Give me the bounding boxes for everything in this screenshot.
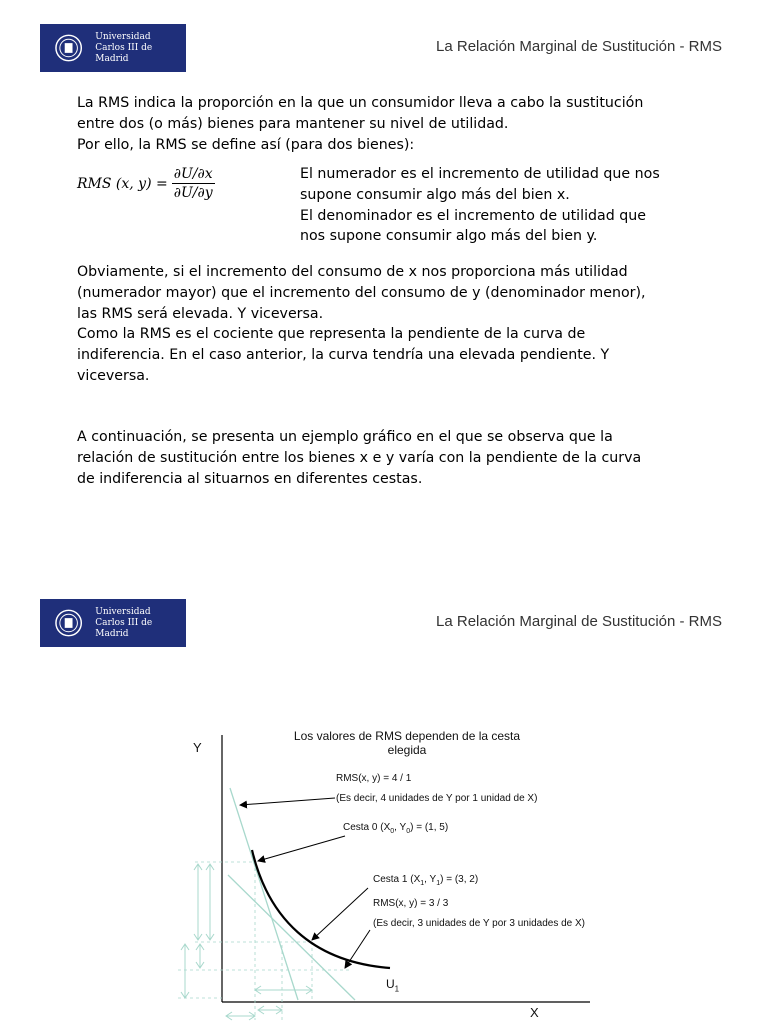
cesta1-mid: , Y bbox=[424, 874, 437, 885]
tangent-line-cesta1 bbox=[228, 875, 355, 1000]
dashed-guides bbox=[178, 862, 352, 1020]
slide-title: La Relación Marginal de Sustitución - RMS bbox=[436, 38, 722, 55]
rms1-label: RMS(x, y) = 3 / 3 bbox=[373, 898, 449, 909]
text-line: (numerador mayor) que el incremento del consumo de y (denominador menor), bbox=[77, 284, 646, 301]
example-intro-paragraph bbox=[77, 427, 641, 489]
slide-title: La Relación Marginal de Sustitución - RMS bbox=[436, 613, 722, 630]
text-line: supone consumir algo más del bien x. bbox=[300, 186, 570, 203]
rms1-note: (Es decir, 3 unidades de Y por 3 unidades de X) bbox=[373, 918, 585, 929]
formula-numerator: ∂U/∂x bbox=[173, 166, 213, 182]
cesta0-value: ) = (1, 5) bbox=[410, 822, 449, 833]
text-line: de indiferencia al situarnos en diferentes cestas. bbox=[77, 470, 423, 487]
indifference-curve-u1 bbox=[252, 850, 390, 968]
university-logo bbox=[40, 24, 186, 72]
text-line: A continuación, se presenta un ejemplo gráfico en el que se observa que la bbox=[77, 429, 613, 445]
rms-formula bbox=[77, 166, 215, 201]
text-line: Obviamente, si el incremento del consumo de x nos proporciona más utilidad bbox=[77, 264, 628, 280]
text-line: nos supone consumir algo más del bien y. bbox=[300, 228, 598, 245]
formula-denominator: ∂U/∂y bbox=[173, 185, 213, 201]
cesta0-sub-y: 0 bbox=[406, 828, 411, 835]
annotation-arrow-rms0 bbox=[240, 798, 335, 805]
annotation-arrow-cesta0 bbox=[258, 836, 345, 861]
graph-caption bbox=[292, 729, 522, 757]
formula-fraction bbox=[172, 166, 215, 201]
text-line: relación de sustitución entre los bienes x e y varía con la pendiente de la curva bbox=[77, 449, 642, 466]
explanation-paragraph bbox=[77, 262, 646, 387]
caption-line: Los valores de RMS dependen de la cesta bbox=[293, 729, 521, 743]
text-line: El denominador es el incremento de utilidad que bbox=[300, 207, 646, 224]
university-name-line2: Carlos III de Madrid bbox=[95, 617, 153, 639]
text-line: Por ello, la RMS se define así (para dos bienes): bbox=[77, 136, 415, 153]
curve-label-sub: 1 bbox=[394, 984, 400, 994]
caption-line: elegida bbox=[387, 743, 427, 757]
tangent-line-cesta0 bbox=[230, 788, 298, 1000]
cesta1-sub-x: 1 bbox=[420, 880, 425, 887]
text-line: La RMS indica la proporción en la que un consumidor lleva a cabo la sustitución bbox=[77, 95, 644, 111]
intro-paragraph bbox=[77, 93, 643, 155]
x-axis-label: X bbox=[530, 1005, 539, 1020]
text-line: viceversa. bbox=[77, 367, 150, 384]
annotation-arrow-cesta1 bbox=[312, 888, 368, 940]
university-logo bbox=[40, 599, 186, 647]
text-line: entre dos (o más) bienes para mantener su nivel de utilidad. bbox=[77, 115, 509, 132]
cesta1-sub-y: 1 bbox=[436, 880, 441, 887]
curve-label-main: U bbox=[386, 977, 395, 991]
cesta0-mid: , Y bbox=[394, 822, 407, 833]
cesta1-label bbox=[373, 874, 478, 887]
formula-explanation bbox=[300, 164, 660, 247]
annotation-arrow-rms1 bbox=[345, 930, 370, 968]
text-line: El numerador es el incremento de utilidad que nos bbox=[300, 166, 660, 182]
y-unit-arrows bbox=[181, 864, 214, 998]
cesta0-sub-x: 0 bbox=[390, 828, 395, 835]
university-name-line1: Universidad bbox=[95, 31, 151, 42]
cesta0-label bbox=[343, 822, 448, 835]
y-axis-label: Y bbox=[193, 740, 202, 755]
university-seal-icon bbox=[54, 33, 83, 63]
rms0-note: (Es decir, 4 unidades de Y por 1 unidad de X) bbox=[336, 793, 538, 804]
university-name-line1: Universidad bbox=[95, 606, 151, 617]
university-seal-icon bbox=[54, 608, 83, 638]
text-line: Como la RMS es el cociente que representa la pendiente de la curva de bbox=[77, 326, 586, 343]
curve-label bbox=[386, 977, 399, 993]
rms0-label: RMS(x, y) = 4 / 1 bbox=[336, 773, 412, 784]
cesta1-value: ) = (3, 2) bbox=[440, 874, 479, 885]
formula-lhs: RMS (x, y) = bbox=[77, 175, 168, 192]
slide-1 bbox=[0, 0, 768, 510]
x-unit-arrows bbox=[226, 986, 312, 1020]
university-name-line2: Carlos III de Madrid bbox=[95, 42, 153, 64]
cesta0-prefix: Cesta 0 (X bbox=[343, 822, 391, 833]
cesta1-prefix: Cesta 1 (X bbox=[373, 874, 421, 885]
text-line: las RMS será elevada. Y viceversa. bbox=[77, 305, 324, 322]
text-line: indiferencia. En el caso anterior, la curva tendría una elevada pendiente. Y bbox=[77, 347, 610, 364]
